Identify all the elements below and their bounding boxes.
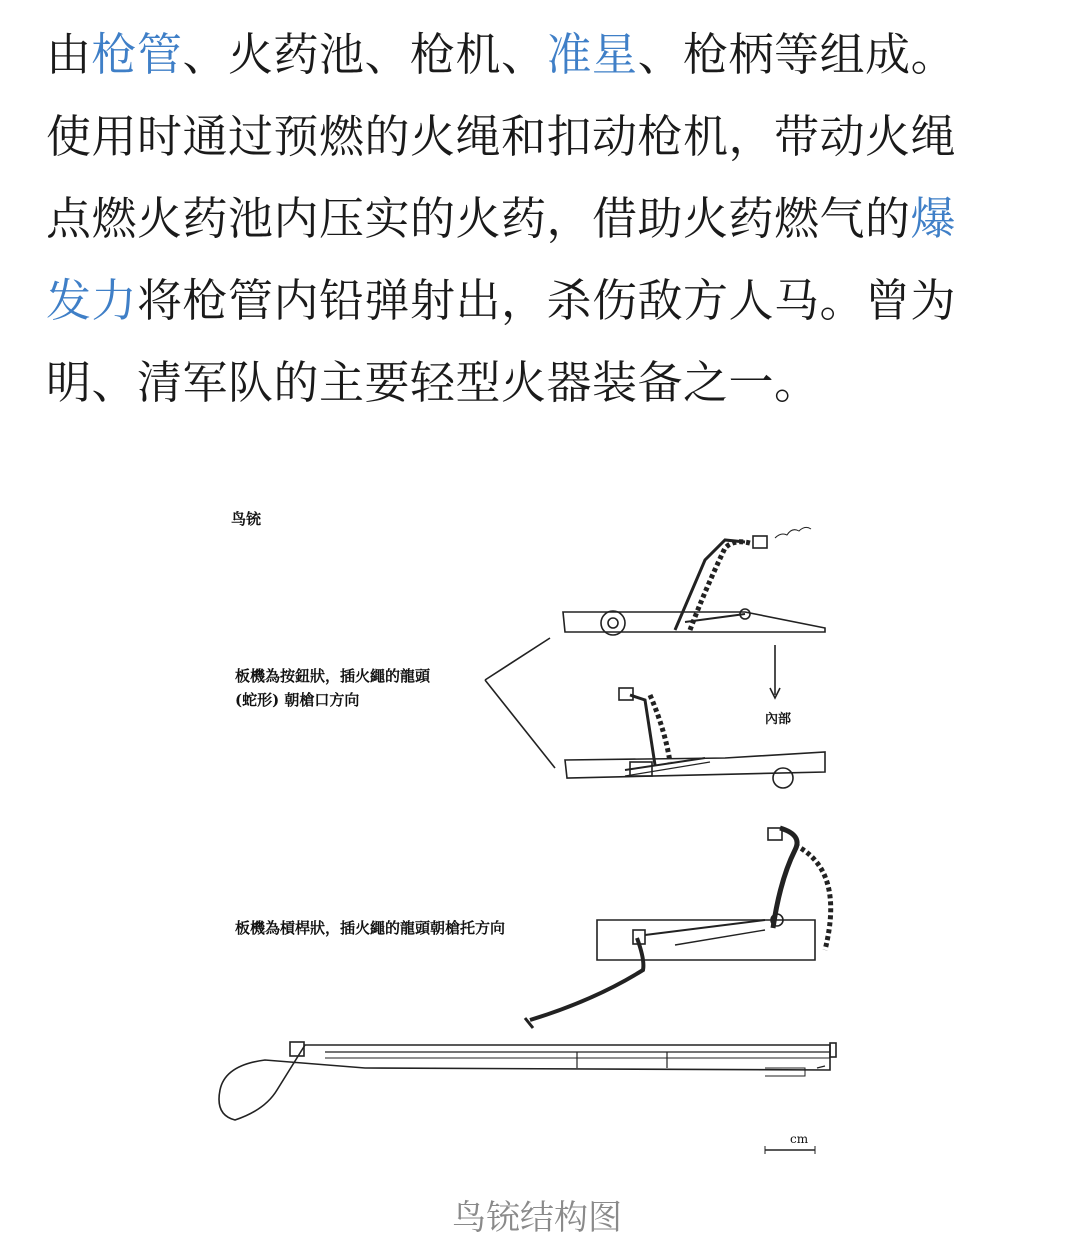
interior-label: 內部 — [765, 712, 792, 727]
link-baofali-part1[interactable]: 爆 — [910, 192, 957, 245]
paragraph-line — [46, 342, 1041, 424]
top-smoke — [775, 527, 811, 538]
figure-title: 鸟铳 — [231, 510, 262, 528]
paragraph-line — [46, 260, 1041, 342]
paragraph-line — [46, 178, 1041, 260]
scale-label: cm — [790, 1132, 809, 1146]
text-span: 点燃火药池内压实的火药，借助火药燃气的 — [46, 192, 911, 245]
note-button-line1: 板機為按鈕狀，插火繩的龍頭 — [235, 667, 431, 685]
figure-caption: 鸟铳结构图 — [452, 1198, 622, 1238]
text-span: 由 — [46, 28, 92, 81]
text-span: 将枪管内铅弹射出，杀伤敌方人马。曾为 — [137, 274, 957, 327]
text-span: 明、清军队的主要轻型火器装备之一。 — [46, 356, 820, 409]
paragraph-line — [46, 96, 1041, 178]
lever-match-cord — [795, 845, 831, 950]
pointer-line-bottom — [485, 680, 555, 768]
note-button-trigger — [235, 664, 430, 712]
lever-serpentine — [773, 828, 797, 928]
middle-pan — [773, 768, 793, 788]
pointer-line-top — [485, 638, 550, 680]
text-span: 、火药池、枪机、 — [182, 28, 547, 81]
structure-diagram-image — [205, 490, 875, 1170]
note-lever-trigger: 板機為槓桿狀，插火繩的龍頭朝槍托方向 — [235, 919, 506, 937]
middle-serpentine — [630, 695, 655, 765]
musket-muzzle — [830, 1043, 836, 1057]
lever-trigger-arm — [530, 938, 643, 1020]
musket-body — [219, 1045, 830, 1120]
paragraph-line — [46, 14, 1041, 96]
text-span: 使用时通过预燃的火绳和扣动枪机，带动火绳 — [46, 110, 957, 163]
link-zhunxing[interactable]: 准星 — [546, 28, 638, 81]
note-button-line2: (蛇形) 朝槍口方向 — [235, 691, 360, 709]
top-match-clamp — [753, 536, 767, 548]
text-span: 、枪柄等组成。 — [637, 28, 957, 81]
article-body — [46, 14, 1041, 424]
link-baofali-part2[interactable]: 发力 — [46, 274, 138, 327]
musket-line-drawing — [205, 490, 875, 1170]
link-qiangguan[interactable]: 枪管 — [91, 28, 183, 81]
